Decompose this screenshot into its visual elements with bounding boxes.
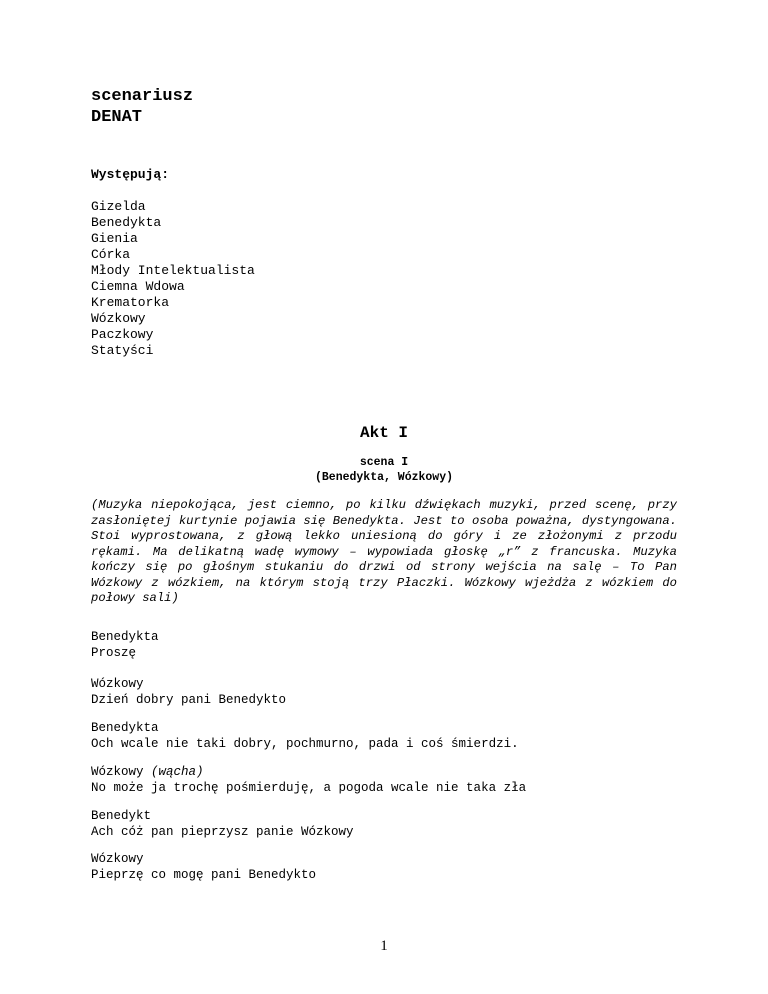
scene-characters: (Benedykta, Wózkowy) <box>314 471 454 484</box>
page-number: 1 <box>380 938 388 954</box>
speaker-name: Benedykt <box>91 809 152 823</box>
speaker-name: Wózkowy <box>91 677 144 691</box>
cast-member: Młody Intelektualista <box>91 263 255 278</box>
document-title <box>91 86 193 128</box>
cast-member: Krematorka <box>91 295 170 310</box>
cast-list <box>91 199 255 359</box>
scene-heading <box>0 455 768 485</box>
cast-heading: Występują: <box>91 167 170 182</box>
dialogue-block <box>91 852 316 883</box>
cast-member: Córka <box>91 247 131 262</box>
title-line-2: DENAT <box>91 108 143 127</box>
speaker-name: Benedykta <box>91 721 159 735</box>
cast-member: Wózkowy <box>91 311 146 326</box>
dialogue-line: Dzień dobry pani Benedykto <box>91 692 287 707</box>
speaker-name: Wózkowy <box>91 765 144 779</box>
cast-member: Gienia <box>91 231 138 246</box>
dialogue-block <box>91 721 519 752</box>
dialogue-line: Och wcale nie taki dobry, pochmurno, pada i coś śmierdzi. <box>91 736 519 751</box>
cast-member: Ciemna Wdowa <box>91 279 185 294</box>
dialogue-line: Proszę <box>91 645 137 660</box>
cast-member: Paczkowy <box>91 327 154 342</box>
stage-note: (wącha) <box>151 765 204 779</box>
dialogue-line: Ach cóż pan pieprzysz panie Wózkowy <box>91 824 354 839</box>
dialogue-line: Pieprzę co mogę pani Benedykto <box>91 867 317 882</box>
dialogue-block <box>91 809 354 840</box>
title-line-1: scenariusz <box>91 87 194 106</box>
act-heading: Akt I <box>359 424 408 442</box>
stage-direction: (Muzyka niepokojąca, jest ciemno, po kilku dźwiękach muzyki, przed scenę, przy zasłoniętej kurtynie pojawia się Benedykta. Jest to osoba poważna, dystyngowana. Stoi wyprostowana, z głową lekko uniesioną do góry i ze złożonymi z przodu rękami. Ma delikatną wadę wymowy – wypowiada głoskę „r” z francuska. Muzyka kończy się po głośnym stukaniu do drzwi od strony wejścia na salę – To Pan Wózkowy z wózkiem, na którym stoją trzy Płaczki. Wózkowy wjeżdża z wózkiem do połowy sali) <box>91 498 677 605</box>
dialogue-line: No może ja trochę pośmierduję, a pogoda wcale nie taka zła <box>91 780 527 795</box>
speaker-name: Wózkowy <box>91 852 144 866</box>
scene-label: scena I <box>359 456 409 469</box>
cast-member: Gizelda <box>91 199 146 214</box>
cast-member: Benedykta <box>91 215 162 230</box>
cast-member: Statyści <box>91 343 154 358</box>
dialogue-block <box>91 765 526 796</box>
dialogue-block <box>91 630 159 661</box>
dialogue-block <box>91 677 286 708</box>
speaker-name: Benedykta <box>91 630 159 644</box>
